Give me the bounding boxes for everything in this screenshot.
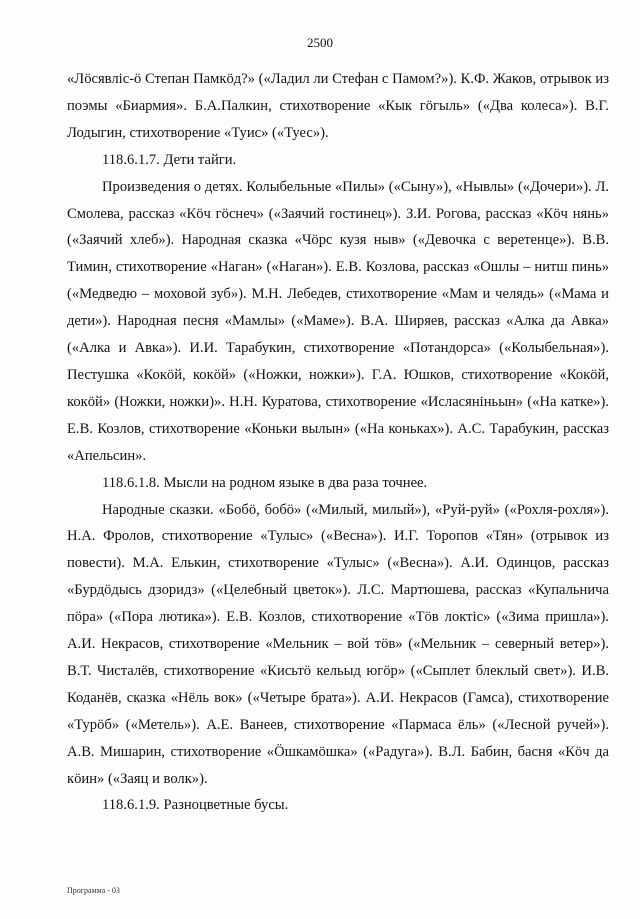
body-text (67, 66, 609, 819)
page-number: 2500 (307, 35, 333, 50)
footer-label: Программа - 03 (67, 886, 120, 895)
paragraph-readings-continued: «Лöсявліс-ö Степан Памкöд?» («Ладил ли Стефан с Памом?»). К.Ф. Жаков, отрывок из поэмы «Биармия». Б.А.Палкин, стихотворение «Кык гöгыль» («Два колеса»). В.Г. Лодыгин, стихотворение «Туис» («Туес»). (67, 71, 609, 141)
paragraph-children-works: Произведения о детях. Колыбельные «Пилы» («Сыну»), «Нывлы» («Дочери»). Л. Смолева, рассказ «Кöч гöснеч» («Заячий гостинец»). З.И. Рогова, рассказ «Кöч нянь» («Заячий хлеб»). Народная сказка «Чöрс кузя ныв» («Девочка с веретенце»). В.В. Тимин, стихотворение «Наган» («Наган»). Е.В. Козлова, рассказ «Ошлы – нитш пинь» («Медведю – моховой зуб»). М.Н. Лебедев, стихотворение «Мам и челядь» («Мама и дети»). Народная песня «Мамлы» («Маме»). В.А. Ширяев, рассказ «Алка да Авка» («Алка и Авка»). И.И. Тарабукин, стихотворение «Потандорса» («Колыбельная»). Пестушка «Кокöй, кокöй» («Ножки, ножки»). Г.А. Юшков, стихотворение «Кокöй, кокöй» (Ножки, ножки)». Н.Н. Куратова, стихотворение «Исласяніньын» («На катке»). Е.В. Козлов, стихотворение «Коньки вылын» («На коньках»). А.С. Тарабукин, рассказ «Апельсин». (67, 178, 609, 464)
paragraph-folk-tales: Народные сказки. «Бобö, бобö» («Милый, милый»), «Руй-руй» («Рохля-рохля»). Н.А. Фролов, стихотворение «Тулыс» («Весна»). И.Г. Торопов «Тян» (отрывок из повести). М.А. Елькин, стихотворение «Тулыс» («Весна»). А.И. Одинцов, рассказ «Бурдöдысь дзоридз» («Целебный цветок»). Л.С. Мартюшева, рассказ «Купальнича пöра» («Пора лютика»). Е.В. Козлов, стихотворение «Тöв локтіс» («Зима пришла»). А.И. Некрасов, стихотворение «Мельник – вой тöв» («Мельник – северный ветер»). В.Т. Чисталёв, стихотворение «Кисьтö кельыд югöр» («Сыплет блеклый свет»). И.В. Коданёв, сказка «Нёль вок» («Четыре брата»). А.И. Некрасов (Гамса), стихотворение «Турöб» («Метель»). А.Е. Ванеев, стихотворение «Пармаса ёль» («Лесной ручей»). А.В. Мишарин, стихотворение «Ӧшкамöшка» («Радуга»). В.Л. Бабин, басня «Кöч да кöин» («Заяц и волк»). (67, 501, 609, 787)
section-heading-118-6-1-8: 118.6.1.8. Мысли на родном языке в два раза точнее. (102, 474, 428, 491)
section-heading-118-6-1-7: 118.6.1.7. Дети тайги. (102, 151, 237, 168)
section-heading-118-6-1-9: 118.6.1.9. Разноцветные бусы. (102, 797, 289, 814)
